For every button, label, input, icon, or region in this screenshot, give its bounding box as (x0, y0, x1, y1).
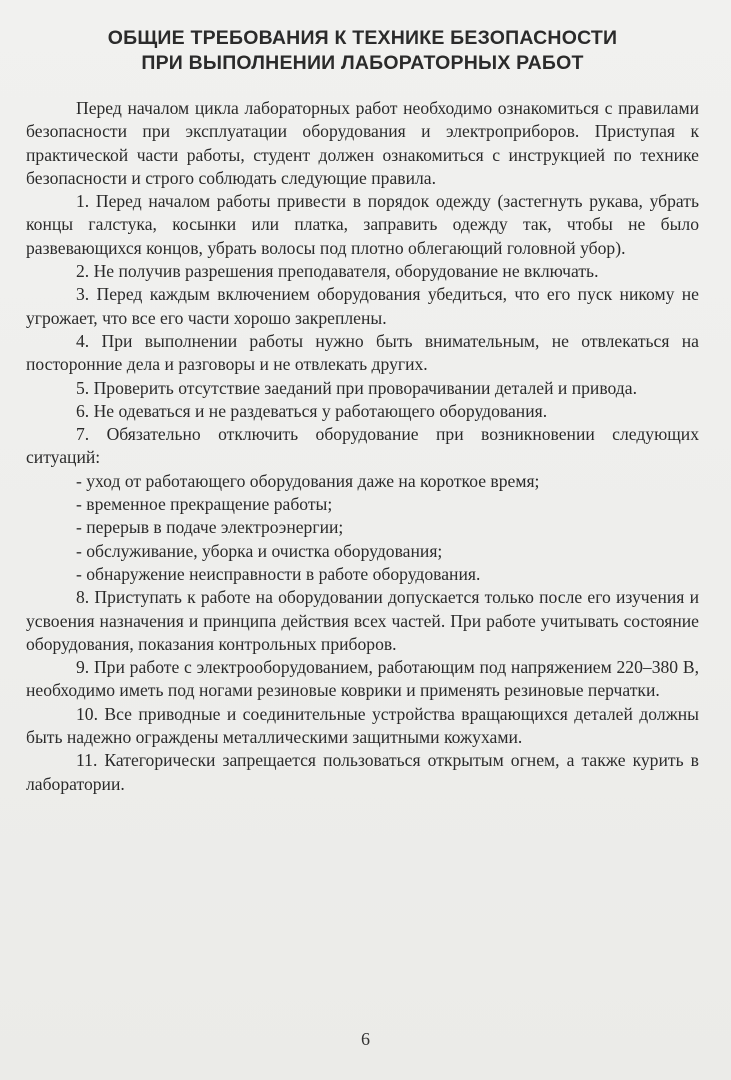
rule-1-paragraph: 1. Перед началом работы привести в порядок одежду (застегнуть рукава, убрать концы галстука, косынки или платка, заправить одежду так, чтобы не было развевающихся концов, убрать волосы под плотно облегающий головной убор). (26, 191, 699, 258)
rule-8-paragraph: 8. Приступать к работе на оборудовании допускается только после его изучения и усвоения назначения и принципа действия всех частей. При работе учитывать состояние оборудования, показания контрольных приборов. (26, 587, 699, 654)
rule-10-paragraph: 10. Все приводные и соединительные устройства вращающихся деталей должны быть надежно ограждены металлическими защитными кожухами. (26, 703, 699, 748)
rule-7-item-4: - обслуживание, уборка и очистка оборудования; (76, 540, 443, 561)
rule-11-paragraph: 11. Категорически запрещается пользоваться открытым огнем, а также курить в лаборатории. (26, 750, 699, 794)
rule-7-paragraph: 7. Обязательно отключить оборудование при возникновении следующих ситуаций: (26, 424, 699, 468)
page-title-line-1: ОБЩИЕ ТРЕБОВАНИЯ К ТЕХНИКЕ БЕЗОПАСНОСТИ (107, 27, 618, 49)
rule-5-paragraph: 5. Проверить отсутствие заеданий при проворачивании деталей и привода. (76, 377, 637, 398)
page-number: 6 (361, 1029, 370, 1049)
page-title (26, 26, 699, 76)
document-body (26, 97, 699, 796)
rule-6-paragraph: 6. Не одеваться и не раздеваться у работающего оборудования. (76, 400, 548, 421)
rule-4-paragraph: 4. При выполнении работы нужно быть внимательным, не отвлекаться на посторонние дела и разговоры и не отвлекать других. (26, 330, 699, 375)
intro-paragraph: Перед началом цикла лабораторных работ необходимо ознакомиться с правилами безопасности при эксплуатации оборудования и электроприборов. Приступая к практической части работы, студент должен ознакомиться с инструкцией по технике безопасности и строго соблюдать следующие правила. (26, 98, 699, 188)
rule-7-item-5: - обнаружение неисправности в работе оборудования. (76, 563, 481, 584)
rule-7-item-2: - временное прекращение работы; (76, 494, 333, 515)
rule-7-item-3: - перерыв в подаче электроэнергии; (76, 517, 344, 538)
rule-9-paragraph: 9. При работе с электрооборудованием, работающим под напряжением 220–380 В, необходимо иметь под ногами резиновые коврики и применять резиновые перчатки. (26, 657, 699, 701)
rule-3-paragraph: 3. Перед каждым включением оборудования убедиться, что его пуск никому не угрожает, что все его части хорошо закреплены. (26, 284, 699, 328)
rule-2-paragraph: 2. Не получив разрешения преподавателя, оборудование не включать. (76, 261, 599, 282)
page-title-line-2: ПРИ ВЫПОЛНЕНИИ ЛАБОРАТОРНЫХ РАБОТ (141, 52, 584, 74)
rule-7-item-1: - уход от работающего оборудования даже на короткое время; (76, 470, 540, 491)
